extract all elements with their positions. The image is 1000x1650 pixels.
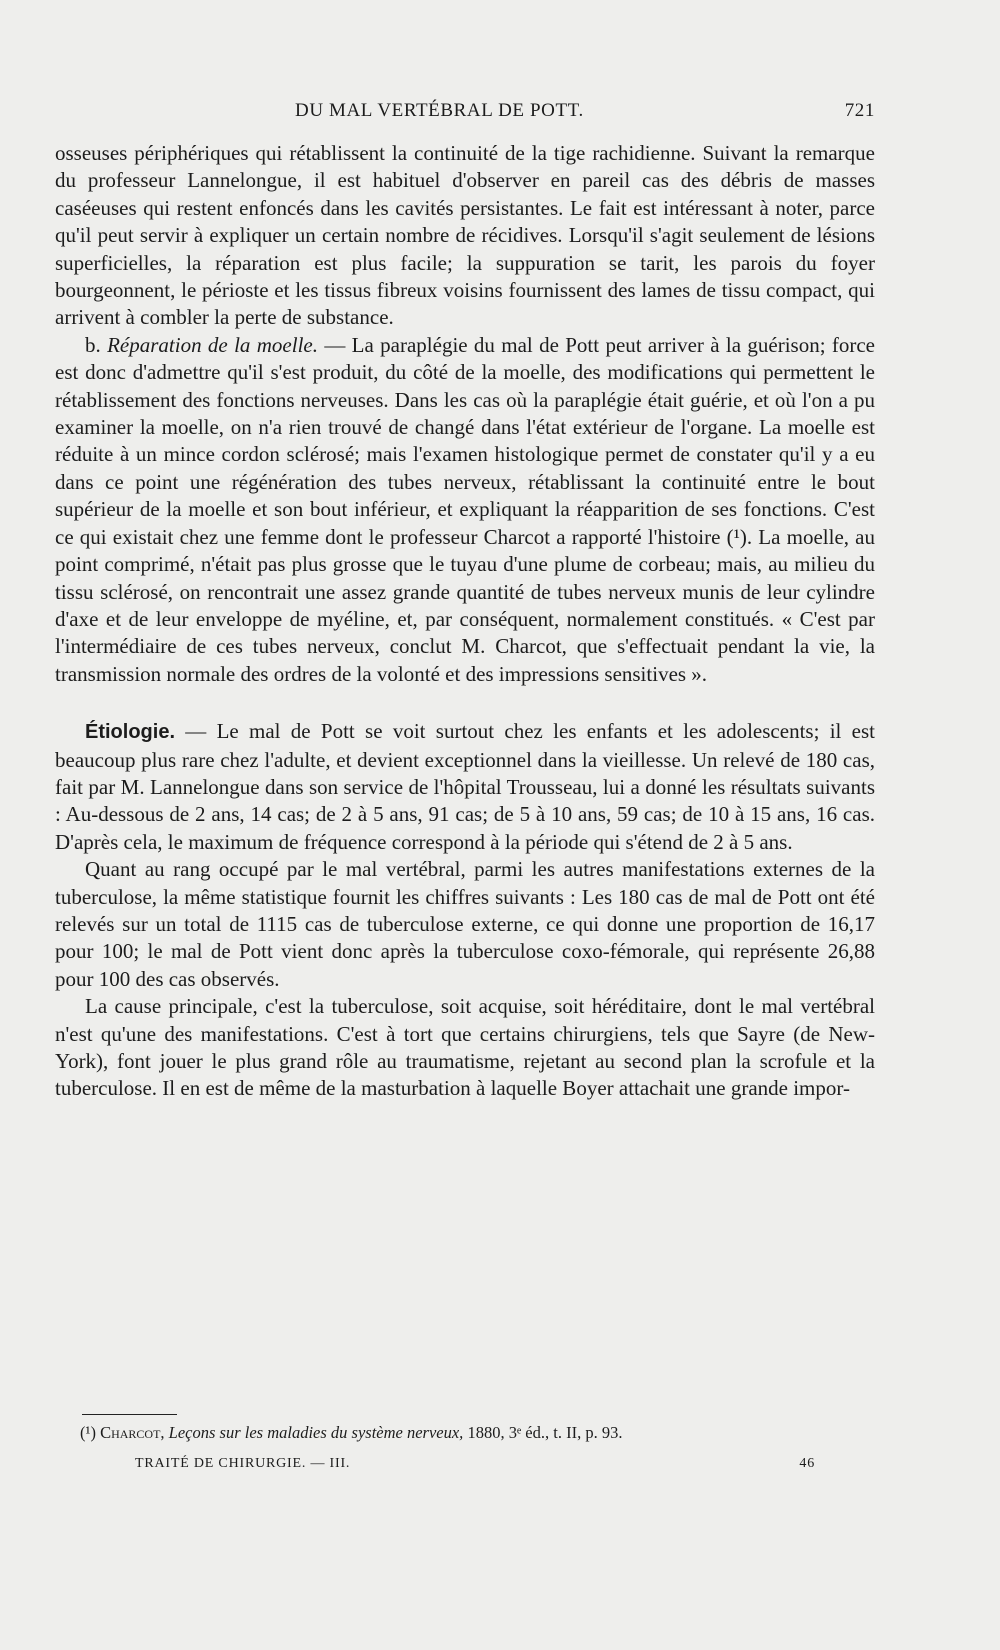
section-heading-etiologie: Étiologie. — [85, 721, 175, 744]
footnote-rule — [82, 1414, 177, 1415]
footnote-details: 1880, 3ᵉ éd., t. II, p. 93. — [467, 1423, 623, 1442]
section-heading-reparation: Réparation de la moelle. — [107, 332, 318, 357]
footnote — [80, 1422, 870, 1444]
footnote-work: Leçons sur les maladies du système nerveux, — [168, 1423, 464, 1442]
paragraph-text: — La paraplégie du mal de Pott peut arriver à la guérison; force est donc d'admettre qu'il s'est produit, du côté de la moelle, des modifications qui permettent le rétablissement des fonctions nerveuses. Dans les cas où la paraplégie était guérie, et où l'on a pu examiner la moelle, on n'a rien trouvé de changé dans l'état extérieur de l'organe. La moelle est réduite à un mince cordon sclérosé; mais l'examen histologique permet de constater qu'il y a eu dans ce point une régénération des tubes nerveux, rétablissant la continuité entre le bout supérieur de la moelle et son bout inférieur, et expliquant la réapparition de ses fonctions. C'est ce qui existait chez une femme dont le professeur Charcot a rapporté l'histoire (¹). La moelle, au point comprimé, n'était pas plus grosse que le tuyau d'une plume de corbeau; mais, au milieu du tissu sclérosé, on rencontrait une assez grande quantité de tubes nerveux munis de leur cylindre d'axe et de leur enveloppe de myéline, et, par conséquent, normalement constitués. « C'est par l'intermédiaire de ces tubes nerveux, conclut M. Charcot, que s'effectuait pendant la vie, la transmission normale des ordres de la volonté et des impressions sensitives ». — [55, 332, 876, 686]
section-spacer — [55, 688, 875, 718]
paragraph-etiologie — [55, 718, 875, 856]
running-title: DU MAL VERTÉBRAL DE POTT. — [295, 100, 584, 121]
printer-signature — [135, 1456, 815, 1478]
paragraph-continued: osseuses périphériques qui rétablissent la continuité de la tige rachidienne. Suivant la remarque du professeur Lannelongue, il est habituel d'observer en pareil cas des débris de masses caséeuses qui restent enfoncés dans les cavités persistantes. Le fait est intéressant à noter, parce qu'il peut servir à expliquer un certain nombre de récidives. Lorsqu'il s'agit seulement de lésions superficielles, la réparation est plus facile; la suppuration se tarit, les parois du foyer bourgeonnent, le périoste et les tissus fibreux voisins fournissent des lames de tissu compact, qui arrivent à combler la perte de substance. — [55, 141, 875, 330]
paragraph-rang: Quant au rang occupé par le mal vertébral, parmi les autres manifestations externes de la tuberculose, la même statistique fournit les chiffres suivants : Les 180 cas de mal de Pott ont été relevés sur un total de 1115 cas de tuberculose externe, ce qui donne une proportion de 16,17 pour 100; le mal de Pott vient donc après la tuberculose coxo-fémorale, qui représente 26,88 pour 100 des cas observés. — [55, 857, 875, 991]
paragraph-text: — Le mal de Pott se voit surtout chez les enfants et les adolescents; il est beaucoup plus rare chez l'adulte, et devient exceptionnel dans la vieillesse. Un relevé de 180 cas, fait par M. Lannelongue dans son service de l'hôpital Trousseau, lui a donné les résultats suivants : Au-dessous de 2 ans, 14 cas; de 2 à 5 ans, 91 cas; de 5 à 10 ans, 59 cas; de 10 à 15 ans, 16 cas. D'après cela, le maximum de fréquence correspond à la période qui s'étend de 2 à 5 ans. — [55, 719, 875, 854]
section-label: b. — [85, 332, 101, 357]
running-head — [55, 100, 875, 130]
footnote-marker: (¹) — [80, 1423, 96, 1442]
signature-number: 46 — [799, 1456, 815, 1471]
body-text — [55, 140, 875, 1103]
signature-text: TRAITÉ DE CHIRURGIE. — III. — [135, 1456, 351, 1471]
paragraph-cause: La cause principale, c'est la tuberculose, soit acquise, soit héréditaire, dont le mal vertébral n'est qu'une des manifestations. C'est à tort que certains chirurgiens, tels que Sayre (de New-York), font jouer le plus grand rôle au traumatisme, rejetant au second plan la scrofule et la tuberculose. Il en est de même de la masturbation à laquelle Boyer attachait une grande impor- — [55, 994, 875, 1101]
footnote-author: Charcot, — [100, 1423, 165, 1442]
page-number: 721 — [844, 100, 875, 121]
paragraph-reparation-moelle — [55, 332, 875, 688]
